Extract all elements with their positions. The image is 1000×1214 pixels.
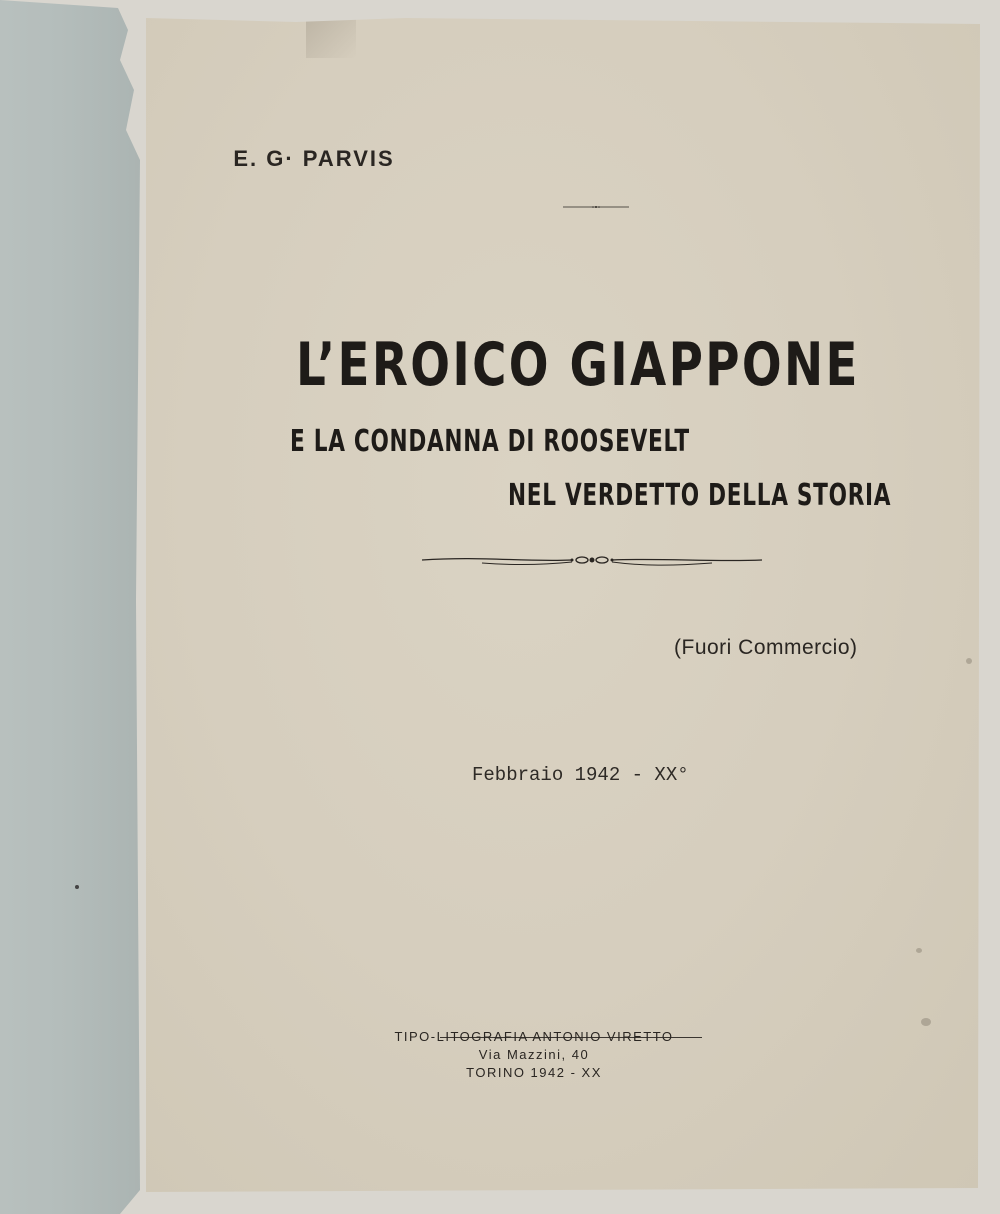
printer-address: Via Mazzini, 40	[478, 1047, 590, 1062]
page-stain	[966, 658, 972, 664]
author-rule	[530, 206, 662, 208]
printer-city: TORINO 1942 - XX	[466, 1065, 602, 1080]
printer-name: TIPO-LITOGRAFIA ANTONIO VIRETTO	[394, 1029, 674, 1044]
subtitle-line-1: E LA CONDANNA DI ROOSEVELT	[290, 424, 690, 459]
printer-imprint	[334, 1028, 734, 1082]
page-stain	[921, 1018, 931, 1026]
title-page	[146, 18, 980, 1192]
publication-date: Febbraio 1942 - XX°	[472, 764, 689, 786]
cover-spot	[75, 885, 79, 889]
not-for-sale-note: (Fuori Commercio)	[674, 636, 858, 659]
ornament-divider	[422, 548, 762, 572]
page-stain	[916, 948, 922, 953]
subtitle-line-2: NEL VERDETTO DELLA STORIA	[508, 478, 892, 513]
page-crease	[306, 18, 356, 58]
author-name: E. G· PARVIS	[233, 146, 395, 171]
main-title: L’EROICO GIAPPONE	[296, 330, 860, 400]
back-cover	[0, 0, 150, 1214]
